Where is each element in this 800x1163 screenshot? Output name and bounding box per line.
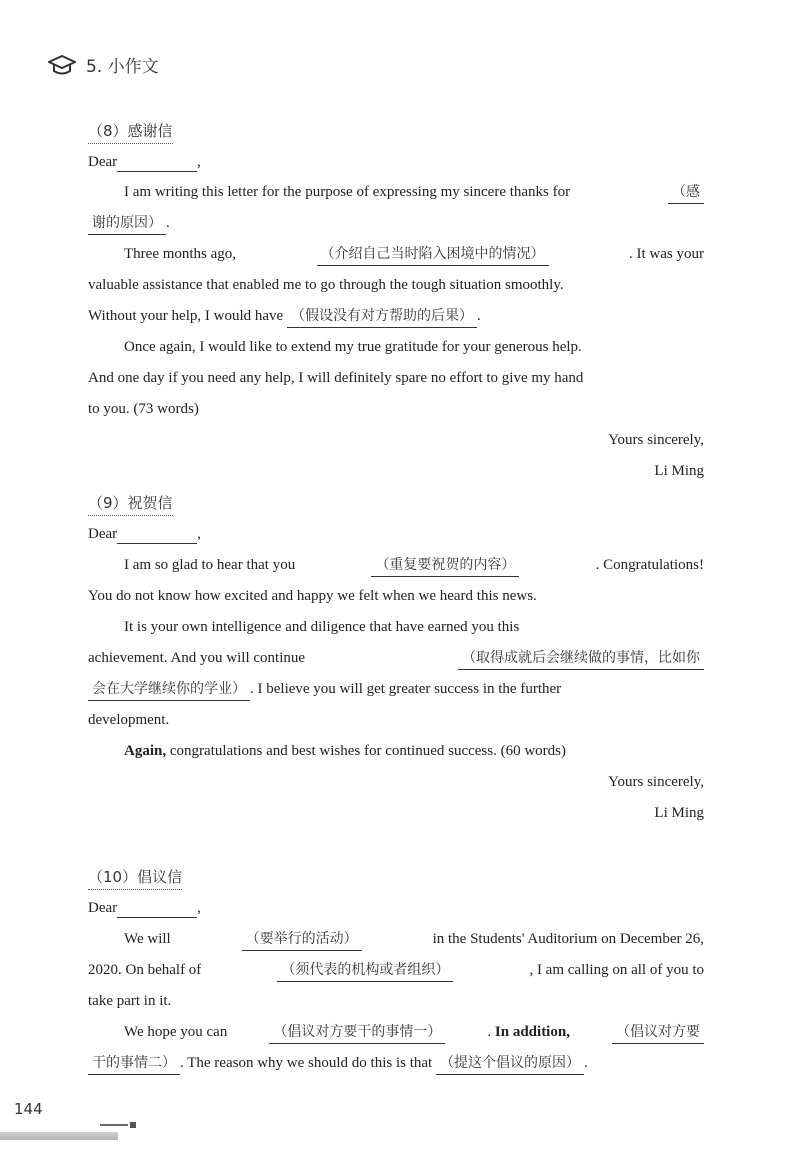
placeholder-hint: （感 [668,182,704,204]
closing: Yours sincerely, [608,432,704,448]
paragraph-line: valuable assistance that enabled me to go through the tough situation smoothly. [88,277,564,293]
placeholder-hint: （倡议对方要干的事情一） [269,1022,445,1044]
paragraph-line: Once again, I would like to extend my true gratitude for your generous help. [124,339,582,355]
paragraph-line: 谢的原因） . [88,213,704,235]
paragraph-line: We hope you can （倡议对方要干的事情一） . In addition, （倡议对方要 [88,1022,704,1044]
placeholder-hint: 谢的原因） [88,213,166,235]
paragraph-line: development. [88,712,170,728]
placeholder-hint: （取得成就后会继续做的事情，比如你 [458,648,704,670]
signature: Li Ming [654,805,704,821]
placeholder-hint: （假设没有对方帮助的后果） [287,306,477,328]
paragraph-line: And one day if you need any help, I will definitely spare no effort to give my hand [88,370,584,386]
placeholder-hint: （介绍自己当时陷入困境中的情况） [317,244,549,266]
closing: Yours sincerely, [608,774,704,790]
paragraph-line: We will （要举行的活动） in the Students' Auditorium on December 26, [88,929,704,951]
footer-bar [0,1132,118,1140]
graduation-cap-icon [48,54,76,76]
signature: Li Ming [654,463,704,479]
footer-marker [130,1122,136,1128]
page-number: 144 [14,1100,43,1118]
paragraph-line: I am so glad to hear that you （重复要祝贺的内容） . Congratulations! [88,555,704,577]
placeholder-hint: （倡议对方要 [612,1022,704,1044]
placeholder-hint: （须代表的机构或者组织） [277,960,453,982]
placeholder-hint: （提这个倡议的原因） [436,1053,584,1075]
placeholder-hint: （要举行的活动） [242,929,362,951]
section-title-thanks: （8）感谢信 [88,120,173,144]
salutation: Dear , [88,526,201,542]
paragraph-line: 2020. On behalf of （须代表的机构或者组织） , I am calling on all of you to [88,960,704,982]
paragraph-line: I am writing this letter for the purpose of expressing my sincere thanks for （感 [88,182,704,204]
placeholder-hint: （重复要祝贺的内容） [371,555,519,577]
paragraph-line: It is your own intelligence and diligence that have earned you this [124,619,520,635]
placeholder-hint: 干的事情二） [88,1053,180,1075]
placeholder-hint: 会在大学继续你的学业） [88,679,250,701]
blank-line [117,529,197,544]
blank-line [117,157,197,172]
footer-rule [100,1124,128,1126]
paragraph-line: You do not know how excited and happy we felt when we heard this news. [88,588,537,604]
paragraph-line: 会在大学继续你的学业） . I believe you will get greater success in the further [88,679,704,701]
salutation: Dear , [88,900,201,916]
section-header [48,52,159,77]
paragraph-line: 干的事情二） . The reason why we should do this is that （提这个倡议的原因） . [88,1053,704,1075]
paragraph-line: Without your help, I would have （假设没有对方帮助的后果） . [88,306,704,328]
paragraph-line: achievement. And you will continue （取得成就后会继续做的事情，比如你 [88,648,704,670]
paragraph-line: Three months ago, （介绍自己当时陷入困境中的情况） . It was your [88,244,704,266]
salutation: Dear , [88,154,201,170]
paragraph-line: to you. (73 words) [88,401,199,417]
paragraph-line: take part in it. [88,993,172,1009]
section-title-congrats: （9）祝贺信 [88,492,173,516]
section-title-proposal: （10）倡议信 [88,866,182,890]
section-label: 5. 小作文 [86,57,159,77]
blank-line [117,903,197,918]
paragraph-line: Again, congratulations and best wishes for continued success. (60 words) [124,743,567,759]
